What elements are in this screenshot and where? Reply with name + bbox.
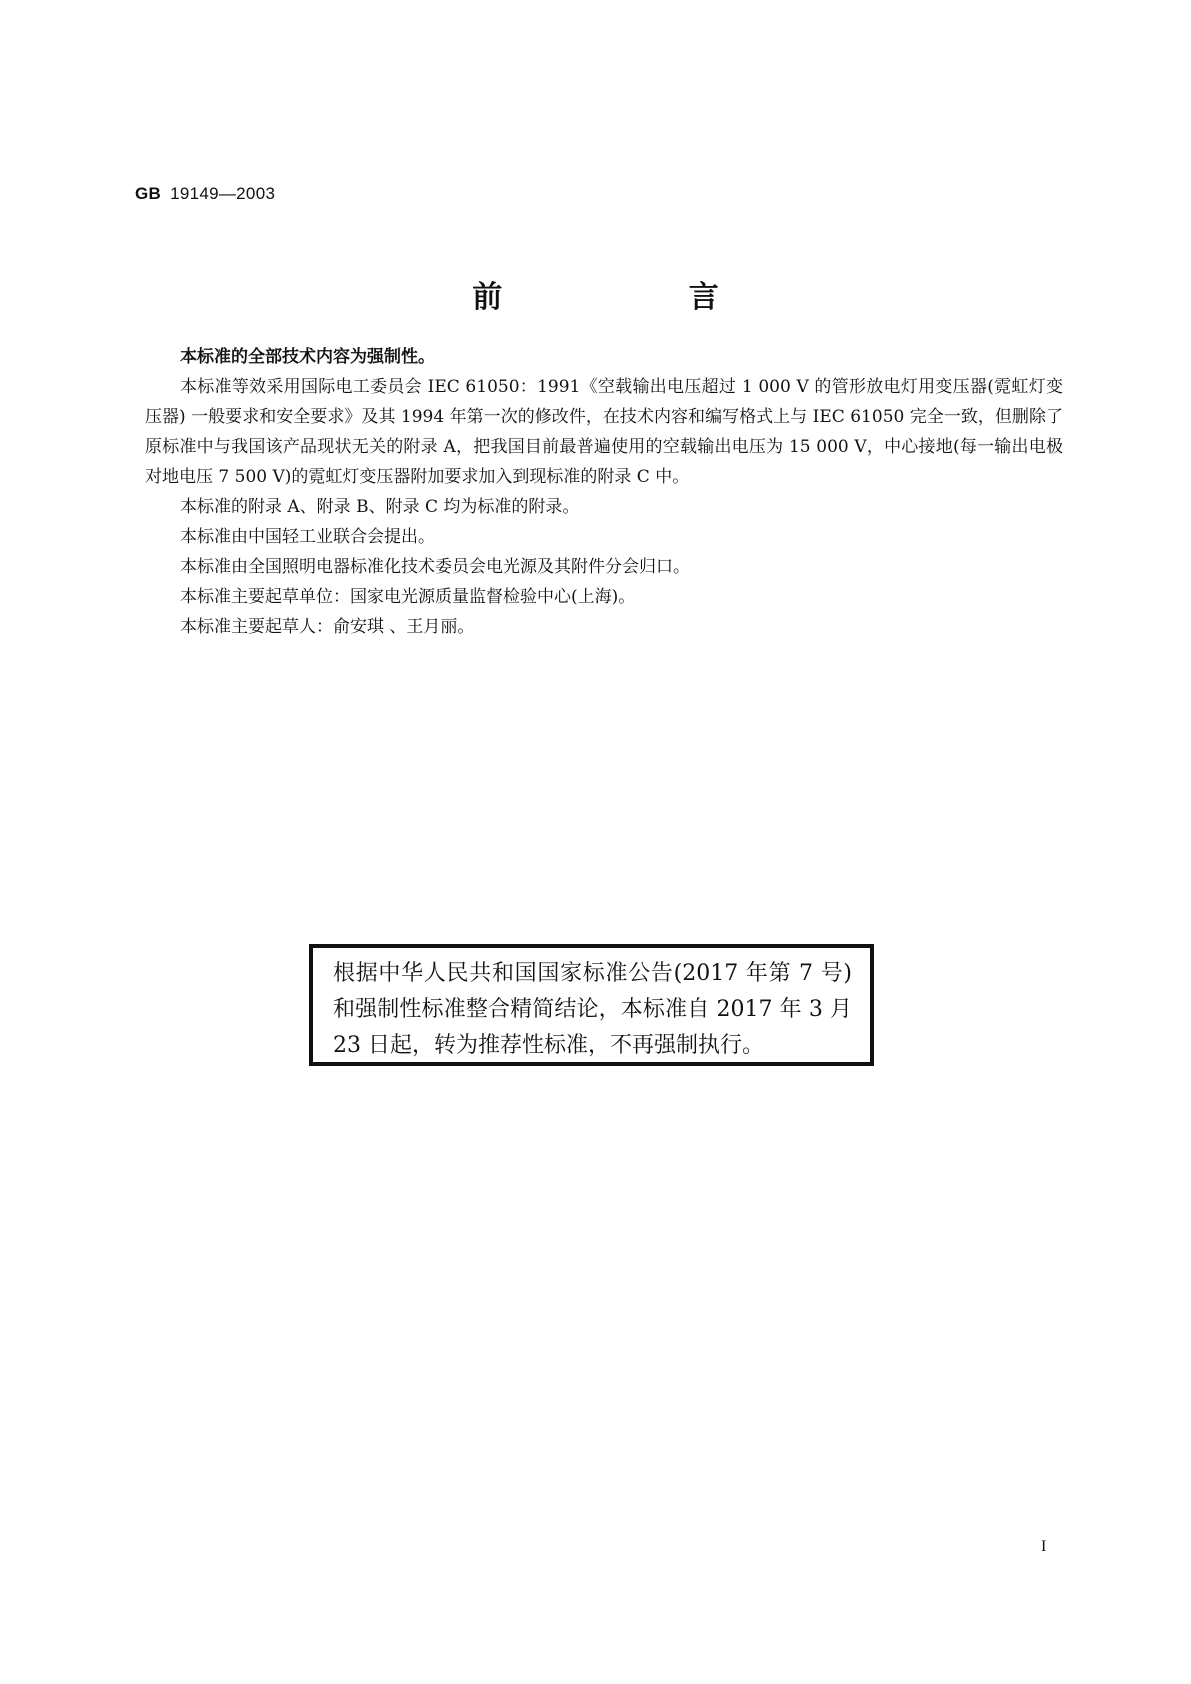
paragraph-annexes: 本标准的附录 A、附录 B、附录 C 均为标准的附录。 bbox=[180, 497, 580, 517]
mandatory-statement: 本标准的全部技术内容为强制性。 bbox=[180, 347, 435, 367]
paragraph-drafting-unit: 本标准主要起草单位：国家电光源质量监督检验中心(上海)。 bbox=[180, 587, 636, 607]
page-title: 前 言 bbox=[472, 280, 807, 315]
preface-body bbox=[145, 342, 1063, 642]
paragraph-proposer: 本标准由中国轻工业联合会提出。 bbox=[180, 527, 435, 547]
standard-code bbox=[135, 184, 275, 204]
status-notice-box: 根据中华人民共和国国家标准公告(2017 年第 7 号)和强制性标准整合精简结论，本标准自 2017 年 3 月 23 日起，转为推荐性标准，不再强制执行。 bbox=[309, 944, 874, 1066]
standard-number: 19149—2003 bbox=[170, 184, 276, 203]
paragraph-drafters: 本标准主要起草人：俞安琪 、王月丽。 bbox=[180, 617, 475, 637]
paragraph-committee: 本标准由全国照明电器标准化技术委员会电光源及其附件分会归口。 bbox=[180, 557, 690, 577]
standard-prefix: GB bbox=[135, 184, 162, 203]
page-number: I bbox=[1041, 1538, 1047, 1555]
paragraph-equivalence: 本标准等效采用国际电工委员会 IEC 61050：1991《空载输出电压超过 1 000 V 的管形放电灯用变压器(霓虹灯变压器) 一般要求和安全要求》及其 1994 年第一次的修改件，在技术内容和编写格式上与 IEC 61050 完全一致，但删除了原标准中与我国该产品现状无关的附录 A，把我国目前最普遍使用的空载输出电压为 15 000 V，中心接地(每一输出电极对地电压 7 500 V)的霓虹灯变压器附加要求加入到现标准的附录 C 中。 bbox=[145, 377, 1063, 487]
